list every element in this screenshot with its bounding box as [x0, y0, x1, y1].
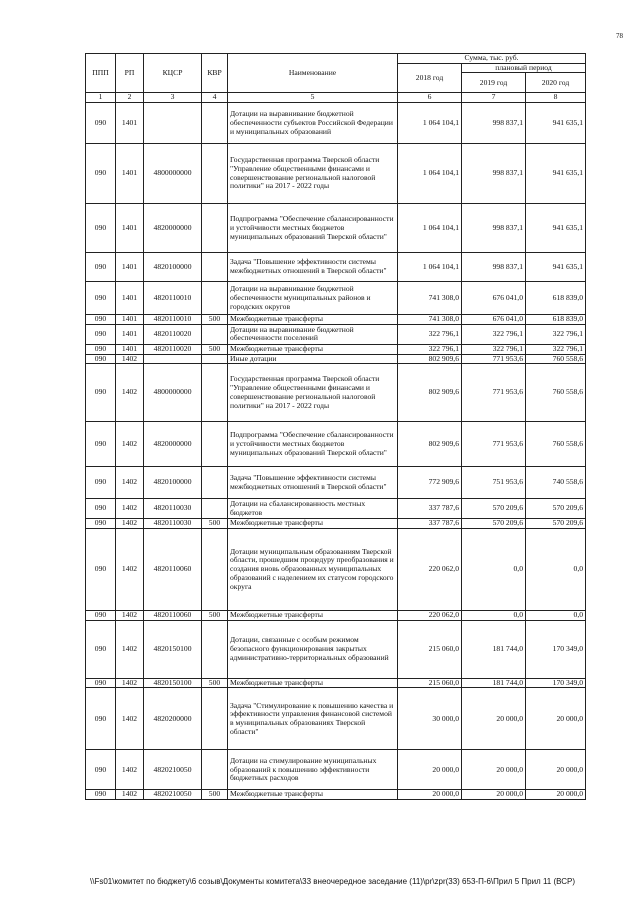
kvr-cell [202, 354, 228, 364]
table-row [86, 282, 586, 315]
amount-2020-cell: 20 000,0 [526, 688, 586, 750]
col-number: 8 [526, 93, 586, 103]
amount-2020-cell: 760 558,6 [526, 422, 586, 467]
amount-2018-cell: 30 000,0 [398, 688, 462, 750]
table-row [86, 750, 586, 790]
kvr-cell [202, 467, 228, 499]
table-row [86, 364, 586, 422]
header-year-2020: 2020 год [526, 73, 586, 93]
rp-cell: 1401 [116, 324, 144, 344]
rp-cell: 1401 [116, 103, 144, 144]
amount-2019-cell: 20 000,0 [462, 790, 526, 800]
ppp-cell: 090 [86, 790, 116, 800]
kvr-cell [202, 144, 228, 204]
kvr-cell: 500 [202, 344, 228, 354]
amount-2019-cell: 751 953,6 [462, 467, 526, 499]
name-cell: Задача "Стимулирование к повышению качества и эффективности управления финансовой системой в муниципальных образованиях Тверской области" [228, 688, 398, 750]
amount-2018-cell: 741 308,0 [398, 315, 462, 325]
kcsr-cell: 4820150100 [144, 620, 202, 678]
table-row [86, 103, 586, 144]
rp-cell: 1402 [116, 688, 144, 750]
name-cell: Подпрограмма "Обеспечение сбалансированности и устойчивости местных бюджетов муниципальных образований Тверской области" [228, 204, 398, 253]
amount-2018-cell: 1 064 104,1 [398, 204, 462, 253]
name-cell: Межбюджетные трансферты [228, 344, 398, 354]
kcsr-cell: 4820110010 [144, 282, 202, 315]
amount-2019-cell: 20 000,0 [462, 688, 526, 750]
header-rp: РП [116, 54, 144, 93]
amount-2020-cell: 170 349,0 [526, 678, 586, 688]
header-planned-period: плановый период [462, 63, 586, 73]
rp-cell: 1402 [116, 467, 144, 499]
kcsr-cell: 4820110010 [144, 315, 202, 325]
ppp-cell: 090 [86, 688, 116, 750]
amount-2018-cell: 741 308,0 [398, 282, 462, 315]
ppp-cell: 090 [86, 103, 116, 144]
rp-cell: 1402 [116, 499, 144, 519]
col-number: 4 [202, 93, 228, 103]
kcsr-cell: 4820110020 [144, 324, 202, 344]
kvr-cell [202, 688, 228, 750]
kvr-cell: 500 [202, 790, 228, 800]
amount-2018-cell: 802 909,6 [398, 354, 462, 364]
amount-2018-cell: 220 062,0 [398, 611, 462, 621]
amount-2018-cell: 322 796,1 [398, 344, 462, 354]
kvr-cell: 500 [202, 315, 228, 325]
amount-2018-cell: 802 909,6 [398, 422, 462, 467]
name-cell: Задача "Повышение эффективности системы межбюджетных отношений в Тверской области" [228, 467, 398, 499]
name-cell: Межбюджетные трансферты [228, 678, 398, 688]
name-cell: Государственная программа Тверской области "Управление общественными финансами и совершенствование региональной налоговой политики" на 2017 - 2022 годы [228, 364, 398, 422]
amount-2018-cell: 215 060,0 [398, 620, 462, 678]
rp-cell: 1401 [116, 144, 144, 204]
col-number: 5 [228, 93, 398, 103]
kcsr-cell [144, 103, 202, 144]
table-row [86, 678, 586, 688]
kcsr-cell: 4820110060 [144, 529, 202, 611]
kvr-cell [202, 620, 228, 678]
ppp-cell: 090 [86, 324, 116, 344]
table-row [86, 354, 586, 364]
ppp-cell: 090 [86, 422, 116, 467]
table-header [86, 54, 586, 103]
table-row [86, 315, 586, 325]
header-year-2018: 2018 год [398, 63, 462, 93]
amount-2020-cell: 941 635,1 [526, 144, 586, 204]
col-number: 3 [144, 93, 202, 103]
budget-table [85, 53, 586, 800]
name-cell: Дотации на стимулирование муниципальных образований к повышению эффективности бюджетных расходов [228, 750, 398, 790]
name-cell: Подпрограмма "Обеспечение сбалансированности и устойчивости местных бюджетов муниципальных образований Тверской области" [228, 422, 398, 467]
table-row [86, 204, 586, 253]
amount-2018-cell: 20 000,0 [398, 750, 462, 790]
ppp-cell: 090 [86, 678, 116, 688]
name-cell: Межбюджетные трансферты [228, 315, 398, 325]
table-row [86, 688, 586, 750]
kcsr-cell: 4820000000 [144, 204, 202, 253]
ppp-cell: 090 [86, 467, 116, 499]
amount-2019-cell: 570 209,6 [462, 499, 526, 519]
rp-cell: 1402 [116, 422, 144, 467]
name-cell: Дотации на выравнивание бюджетной обеспеченности субъектов Российской Федерации и муниципальных образований [228, 103, 398, 144]
col-number: 2 [116, 93, 144, 103]
kcsr-cell: 4820110020 [144, 344, 202, 354]
name-cell: Дотации, связанные с особым режимом безопасного функционирования закрытых административно-территориальных образований [228, 620, 398, 678]
amount-2019-cell: 998 837,1 [462, 204, 526, 253]
kvr-cell [202, 282, 228, 315]
amount-2019-cell: 181 744,0 [462, 620, 526, 678]
table-body [86, 103, 586, 800]
name-cell: Иные дотации [228, 354, 398, 364]
kvr-cell: 500 [202, 611, 228, 621]
header-year-2019: 2019 год [462, 73, 526, 93]
header-kcsr: КЦСР [144, 54, 202, 93]
col-number: 6 [398, 93, 462, 103]
ppp-cell: 090 [86, 364, 116, 422]
kvr-cell [202, 324, 228, 344]
table-row [86, 529, 586, 611]
ppp-cell: 090 [86, 282, 116, 315]
amount-2018-cell: 20 000,0 [398, 790, 462, 800]
table-row [86, 324, 586, 344]
kcsr-cell: 4820100000 [144, 253, 202, 282]
ppp-cell: 090 [86, 529, 116, 611]
amount-2018-cell: 322 796,1 [398, 324, 462, 344]
header-kvr: КВР [202, 54, 228, 93]
table-row [86, 620, 586, 678]
kvr-cell: 500 [202, 519, 228, 529]
amount-2019-cell: 20 000,0 [462, 750, 526, 790]
col-number: 1 [86, 93, 116, 103]
header-name: Наименование [228, 54, 398, 93]
rp-cell: 1402 [116, 519, 144, 529]
kcsr-cell: 4800000000 [144, 144, 202, 204]
rp-cell: 1401 [116, 344, 144, 354]
kcsr-cell: 4820210050 [144, 790, 202, 800]
kcsr-cell: 4820110060 [144, 611, 202, 621]
amount-2018-cell: 1 064 104,1 [398, 103, 462, 144]
page-number: 78 [616, 32, 623, 40]
name-cell: Межбюджетные трансферты [228, 611, 398, 621]
kcsr-cell: 4800000000 [144, 364, 202, 422]
amount-2019-cell: 181 744,0 [462, 678, 526, 688]
kvr-cell [202, 253, 228, 282]
name-cell: Дотации на сбалансированность местных бюджетов [228, 499, 398, 519]
amount-2019-cell: 676 041,0 [462, 282, 526, 315]
name-cell: Дотации на выравнивание бюджетной обеспеченности муниципальных районов и городских округов [228, 282, 398, 315]
amount-2019-cell: 0,0 [462, 529, 526, 611]
table-row [86, 467, 586, 499]
kvr-cell [202, 204, 228, 253]
kvr-cell [202, 750, 228, 790]
amount-2019-cell: 570 209,6 [462, 519, 526, 529]
ppp-cell: 090 [86, 204, 116, 253]
ppp-cell: 090 [86, 344, 116, 354]
amount-2018-cell: 337 787,6 [398, 499, 462, 519]
rp-cell: 1402 [116, 790, 144, 800]
amount-2019-cell: 322 796,1 [462, 324, 526, 344]
table-row [86, 519, 586, 529]
rp-cell: 1402 [116, 354, 144, 364]
ppp-cell: 090 [86, 750, 116, 790]
amount-2019-cell: 771 953,6 [462, 354, 526, 364]
kvr-cell [202, 529, 228, 611]
ppp-cell: 090 [86, 519, 116, 529]
ppp-cell: 090 [86, 499, 116, 519]
amount-2020-cell: 941 635,1 [526, 103, 586, 144]
col-number: 7 [462, 93, 526, 103]
amount-2020-cell: 570 209,6 [526, 519, 586, 529]
rp-cell: 1402 [116, 620, 144, 678]
amount-2020-cell: 740 558,6 [526, 467, 586, 499]
table-row [86, 422, 586, 467]
amount-2020-cell: 20 000,0 [526, 750, 586, 790]
rp-cell: 1401 [116, 282, 144, 315]
footer-file-path: \\Fs01\комитет по бюджету\6 созыв\Документы комитета\33 внеочередное заседание (11)\pr\zpr(33) 653-П-6\Прил 5 Прил 11 (ВСР) [90, 877, 575, 886]
kvr-cell [202, 364, 228, 422]
ppp-cell: 090 [86, 611, 116, 621]
header-sum: Сумма, тыс. руб. [398, 54, 586, 64]
amount-2018-cell: 215 060,0 [398, 678, 462, 688]
rp-cell: 1401 [116, 315, 144, 325]
amount-2020-cell: 20 000,0 [526, 790, 586, 800]
table-row [86, 253, 586, 282]
amount-2020-cell: 322 796,1 [526, 324, 586, 344]
ppp-cell: 090 [86, 315, 116, 325]
amount-2020-cell: 0,0 [526, 611, 586, 621]
ppp-cell: 090 [86, 144, 116, 204]
amount-2019-cell: 771 953,6 [462, 364, 526, 422]
table-row [86, 144, 586, 204]
rp-cell: 1401 [116, 204, 144, 253]
amount-2020-cell: 570 209,6 [526, 499, 586, 519]
amount-2019-cell: 0,0 [462, 611, 526, 621]
amount-2018-cell: 1 064 104,1 [398, 253, 462, 282]
amount-2019-cell: 998 837,1 [462, 144, 526, 204]
name-cell: Межбюджетные трансферты [228, 790, 398, 800]
amount-2020-cell: 760 558,6 [526, 354, 586, 364]
kvr-cell [202, 499, 228, 519]
name-cell: Государственная программа Тверской области "Управление общественными финансами и совершенствование региональной налоговой политики" на 2017 - 2022 годы [228, 144, 398, 204]
table-row [86, 790, 586, 800]
amount-2020-cell: 618 839,0 [526, 315, 586, 325]
amount-2020-cell: 322 796,1 [526, 344, 586, 354]
kcsr-cell: 4820200000 [144, 688, 202, 750]
amount-2020-cell: 941 635,1 [526, 204, 586, 253]
amount-2020-cell: 941 635,1 [526, 253, 586, 282]
kvr-cell: 500 [202, 678, 228, 688]
amount-2019-cell: 771 953,6 [462, 422, 526, 467]
amount-2020-cell: 0,0 [526, 529, 586, 611]
amount-2018-cell: 337 787,6 [398, 519, 462, 529]
amount-2018-cell: 802 909,6 [398, 364, 462, 422]
amount-2020-cell: 170 349,0 [526, 620, 586, 678]
rp-cell: 1402 [116, 678, 144, 688]
kcsr-cell: 4820110030 [144, 499, 202, 519]
table-row [86, 499, 586, 519]
amount-2020-cell: 618 839,0 [526, 282, 586, 315]
kcsr-cell: 4820210050 [144, 750, 202, 790]
amount-2018-cell: 772 909,6 [398, 467, 462, 499]
rp-cell: 1401 [116, 253, 144, 282]
name-cell: Дотации муниципальным образованиям Тверской области, прошедшим процедуру преобразования и создания вновь образованных муниципальных образований с наделением их статусом городского округа [228, 529, 398, 611]
kcsr-cell: 4820110030 [144, 519, 202, 529]
header-ppp: ППП [86, 54, 116, 93]
amount-2020-cell: 760 558,6 [526, 364, 586, 422]
amount-2018-cell: 220 062,0 [398, 529, 462, 611]
name-cell: Дотации на выравнивание бюджетной обеспеченности поселений [228, 324, 398, 344]
amount-2019-cell: 998 837,1 [462, 253, 526, 282]
ppp-cell: 090 [86, 253, 116, 282]
kcsr-cell: 4820150100 [144, 678, 202, 688]
table-row [86, 611, 586, 621]
name-cell: Межбюджетные трансферты [228, 519, 398, 529]
kcsr-cell: 4820100000 [144, 467, 202, 499]
amount-2019-cell: 322 796,1 [462, 344, 526, 354]
table-row [86, 344, 586, 354]
ppp-cell: 090 [86, 620, 116, 678]
amount-2019-cell: 676 041,0 [462, 315, 526, 325]
kcsr-cell [144, 354, 202, 364]
amount-2018-cell: 1 064 104,1 [398, 144, 462, 204]
ppp-cell: 090 [86, 354, 116, 364]
rp-cell: 1402 [116, 611, 144, 621]
kcsr-cell: 4820000000 [144, 422, 202, 467]
column-number-row [86, 93, 586, 103]
rp-cell: 1402 [116, 529, 144, 611]
rp-cell: 1402 [116, 364, 144, 422]
amount-2019-cell: 998 837,1 [462, 103, 526, 144]
kvr-cell [202, 422, 228, 467]
rp-cell: 1402 [116, 750, 144, 790]
kvr-cell [202, 103, 228, 144]
name-cell: Задача "Повышение эффективности системы межбюджетных отношений в Тверской области" [228, 253, 398, 282]
